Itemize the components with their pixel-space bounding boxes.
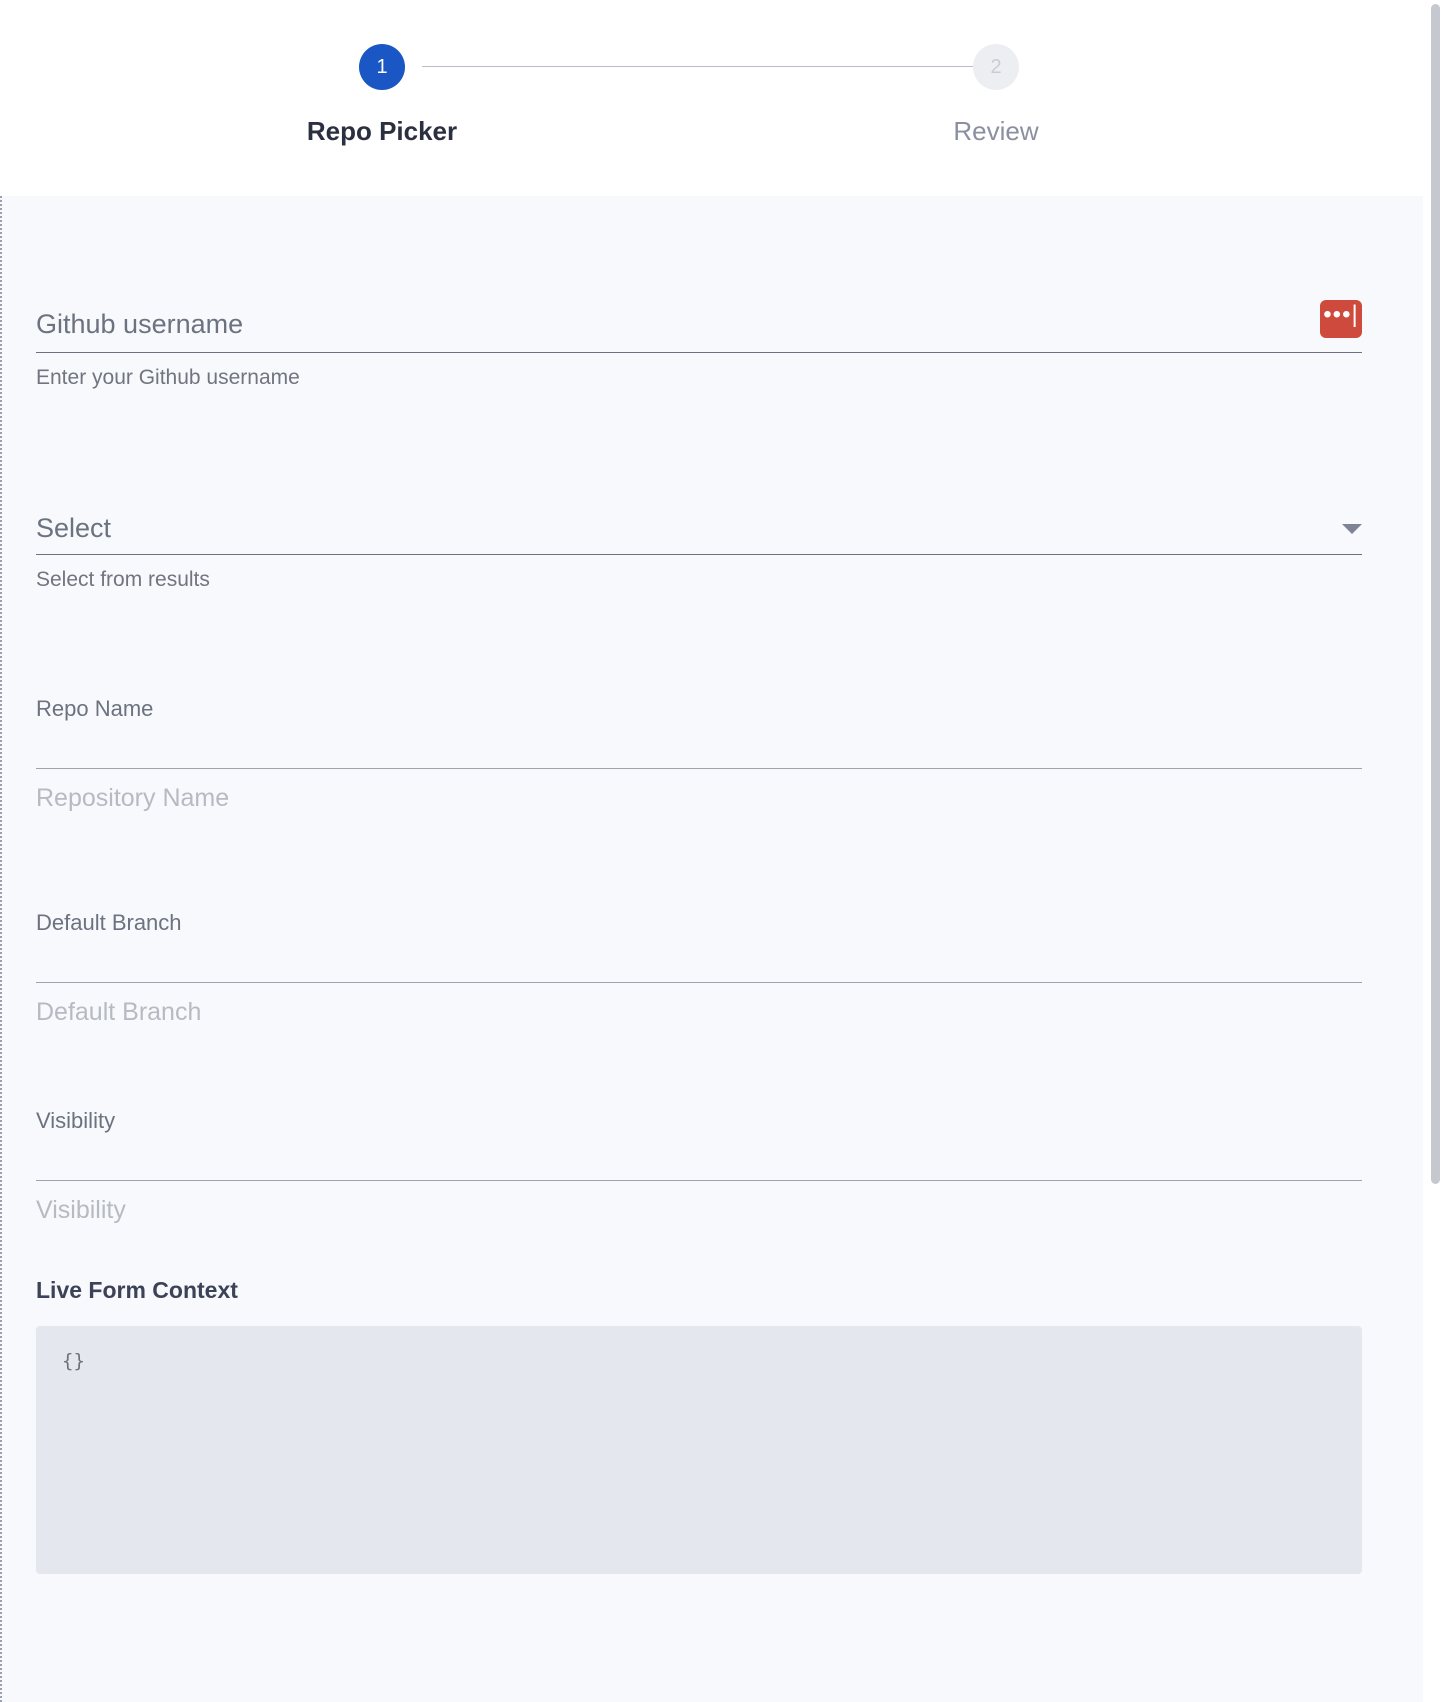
visibility-label: Visibility: [36, 1108, 116, 1133]
github-username-underline: [36, 352, 1362, 353]
stepper-step-review[interactable]: [866, 44, 1126, 146]
step-2-label: Review: [953, 116, 1039, 146]
repo-select-row[interactable]: [36, 512, 1362, 554]
step-2-circle[interactable]: [973, 44, 1019, 90]
github-username-label: Github username: [36, 309, 244, 339]
visibility-field[interactable]: [36, 1108, 1362, 1225]
step-1-label: Repo Picker: [306, 116, 458, 146]
stepper-step-repo-picker[interactable]: [252, 44, 512, 146]
default-branch-value: Default Branch: [36, 998, 202, 1026]
stepper-row: [0, 0, 1423, 196]
repo-name-value: Repository Name: [36, 784, 230, 812]
page-scrollbar[interactable]: [1428, 0, 1442, 1702]
live-form-context: [36, 1276, 1362, 1574]
repo-picker-form: [0, 196, 1423, 1702]
step-1-circle[interactable]: [359, 44, 405, 90]
github-username-field[interactable]: [36, 300, 1362, 391]
default-branch-label: Default Branch: [36, 910, 182, 935]
repo-select-helper: Select from results: [36, 568, 210, 591]
wizard-stepper: [0, 0, 1423, 196]
live-form-context-title: Live Form Context: [36, 1277, 238, 1303]
repo-name-label: Repo Name: [36, 696, 154, 721]
visibility-underline: [36, 1180, 1362, 1181]
visibility-value: Visibility: [36, 1196, 126, 1224]
repo-select-label: Select: [36, 513, 112, 543]
repo-name-underline: [36, 768, 1362, 769]
password-manager-glyph: •••|: [1323, 301, 1359, 328]
chevron-down-icon[interactable]: [1342, 524, 1362, 534]
page-scrollbar-thumb[interactable]: [1431, 4, 1440, 1184]
password-manager-icon[interactable]: [1320, 300, 1362, 338]
step-1-number: 1: [376, 55, 388, 78]
repo-select-field[interactable]: [36, 512, 1362, 593]
repo-name-field[interactable]: [36, 696, 1362, 813]
step-2-number: 2: [990, 55, 1002, 78]
github-username-input-row[interactable]: [36, 300, 1362, 352]
github-username-helper: Enter your Github username: [36, 366, 300, 389]
repo-select-underline: [36, 554, 1362, 555]
default-branch-underline: [36, 982, 1362, 983]
default-branch-field[interactable]: [36, 910, 1362, 1027]
live-form-context-code: {}: [36, 1326, 1362, 1574]
